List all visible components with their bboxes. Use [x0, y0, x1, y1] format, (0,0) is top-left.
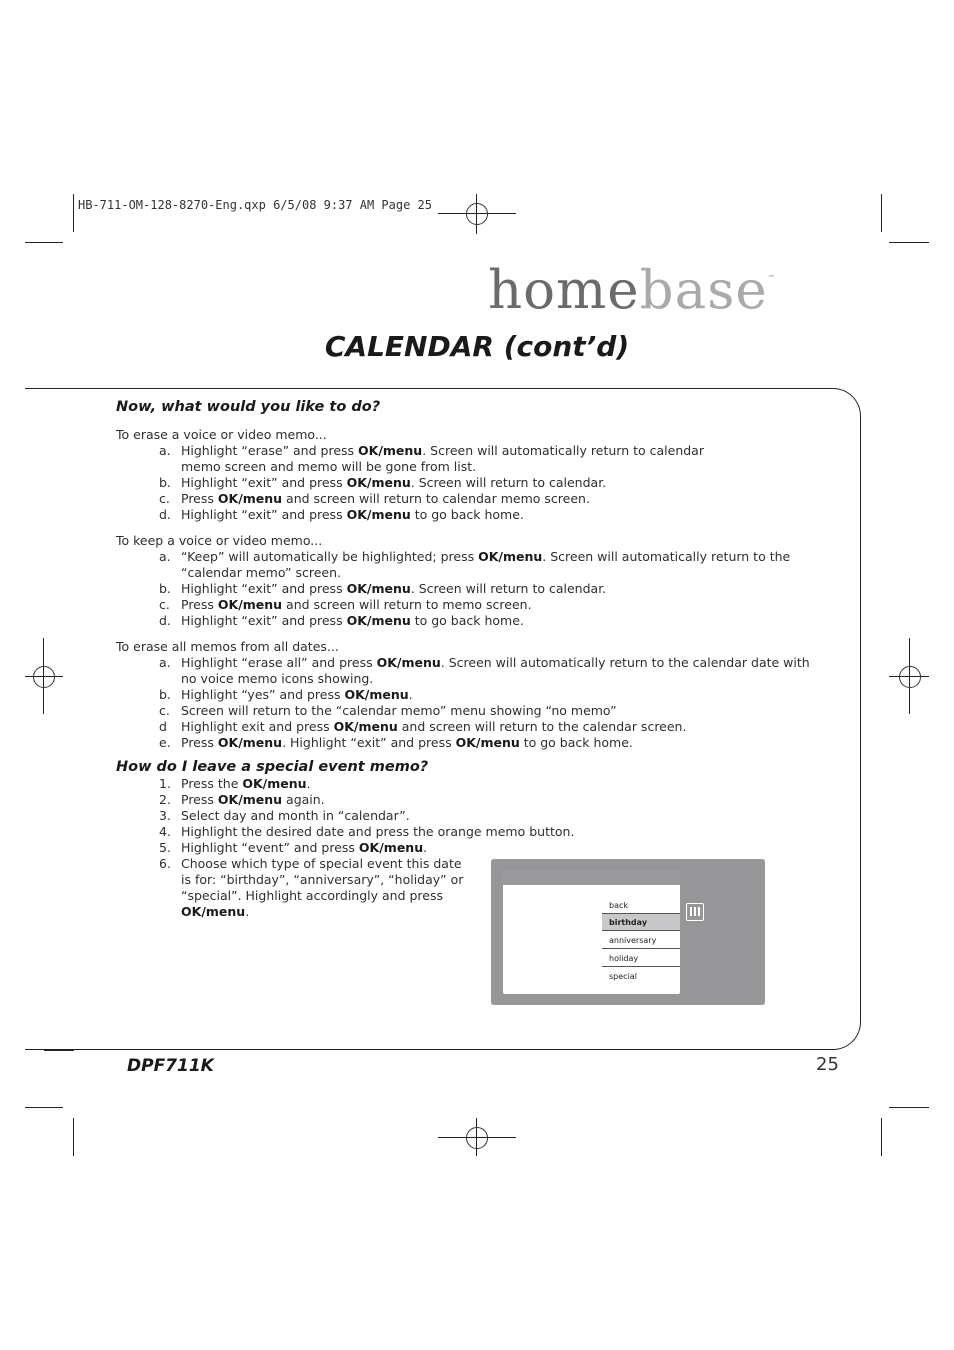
- list-intro: To erase all memos from all dates...: [116, 639, 339, 654]
- menu-item-birthday[interactable]: birthday: [602, 914, 680, 931]
- crop-mark: [881, 1118, 882, 1156]
- homebase-logo: homebase™: [488, 260, 776, 321]
- list-item: b. Highlight “exit” and press OK/menu. Screen will return to calendar.: [159, 581, 607, 596]
- list-item: d. Highlight “exit” and press OK/menu to go back home.: [159, 507, 524, 522]
- section-heading: How do I leave a special event memo?: [116, 759, 429, 775]
- registration-circle: [466, 1127, 488, 1149]
- menu-item-special[interactable]: special: [609, 972, 637, 981]
- list-item: 2. Press OK/menu again.: [159, 792, 325, 807]
- crop-mark: [73, 1118, 74, 1156]
- screen-title-bar: [503, 870, 680, 885]
- list-item: 6. Choose which type of special event this date is for: “birthday”, “anniversary”, “holiday” or “special”. Highlight accordingly and press OK/menu.: [159, 856, 464, 919]
- crop-mark: [25, 1107, 63, 1108]
- registration-circle: [899, 666, 921, 688]
- list-item: 1. Press the OK/menu.: [159, 776, 311, 791]
- list-intro: To keep a voice or video memo...: [116, 533, 323, 548]
- page-number: 25: [816, 1054, 839, 1075]
- list-item: b. Highlight “exit” and press OK/menu. Screen will return to calendar.: [159, 475, 607, 490]
- list-item: e. Press OK/menu. Highlight “exit” and press OK/menu to go back home.: [159, 735, 633, 750]
- print-slug: HB-711-OM-128-8270-Eng.qxp 6/5/08 9:37 AM Page 25: [78, 198, 433, 212]
- list-item: a. Highlight “erase all” and press OK/menu. Screen will automatically return to the calendar date with no voice memo icons showing.: [159, 655, 810, 686]
- menu-item-anniversary[interactable]: anniversary: [602, 932, 680, 949]
- calendar-grid-icon: [686, 903, 704, 921]
- crop-mark: [25, 242, 63, 243]
- list-item: a. “Keep” will automatically be highlighted; press OK/menu. Screen will automatically return to the “calendar memo” screen.: [159, 549, 791, 580]
- menu-item-back[interactable]: back: [602, 897, 680, 914]
- list-item: c. Press OK/menu and screen will return to memo screen.: [159, 597, 532, 612]
- crop-mark: [73, 194, 74, 232]
- model-number: DPF711K: [127, 1056, 214, 1076]
- screen-area: [503, 870, 680, 994]
- list-item: 5. Highlight “event” and press OK/menu.: [159, 840, 428, 855]
- list-item: c. Screen will return to the “calendar memo” menu showing “no memo”: [159, 703, 617, 718]
- event-menu-screenshot: [491, 859, 765, 1005]
- list-item: d Highlight exit and press OK/menu and screen will return to the calendar screen.: [159, 719, 687, 734]
- crop-mark: [889, 242, 929, 243]
- registration-circle: [466, 203, 488, 225]
- menu-item-holiday[interactable]: holiday: [602, 950, 680, 967]
- list-item: d. Highlight “exit” and press OK/menu to go back home.: [159, 613, 524, 628]
- list-intro: To erase a voice or video memo...: [116, 427, 327, 442]
- page-title: CALENDAR (cont’d): [324, 330, 630, 363]
- crop-mark: [881, 194, 882, 232]
- list-item: c. Press OK/menu and screen will return to calendar memo screen.: [159, 491, 590, 506]
- list-item: 4. Highlight the desired date and press the orange memo button.: [159, 824, 575, 839]
- list-item: 3. Select day and month in “calendar”.: [159, 808, 410, 823]
- section-heading: Now, what would you like to do?: [116, 399, 381, 415]
- list-item: b. Highlight “yes” and press OK/menu.: [159, 687, 413, 702]
- footer-rule: [44, 1049, 74, 1051]
- crop-mark: [889, 1107, 929, 1108]
- list-item: a. Highlight “erase” and press OK/menu. Screen will automatically return to calendar memo screen and memo will be gone from list.: [159, 443, 704, 474]
